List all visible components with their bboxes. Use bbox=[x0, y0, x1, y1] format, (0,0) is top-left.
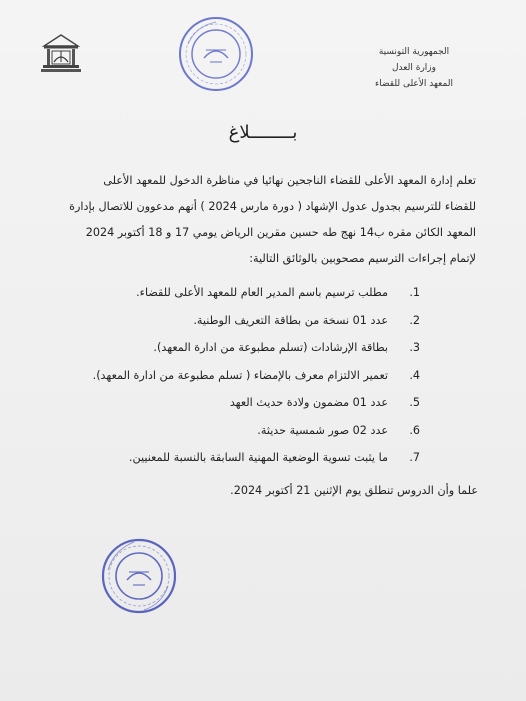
list-item-number: 3. bbox=[409, 341, 420, 354]
list-item bbox=[90, 396, 420, 424]
list-item-text: ما يثبت تسوية الوضعية المهنية السابقة بالنسبة للمعنيين. bbox=[128, 451, 388, 464]
list-item bbox=[90, 451, 420, 479]
list-item-number: 5. bbox=[409, 396, 420, 409]
list-item bbox=[90, 341, 420, 369]
letterhead-country: الجمهورية التونسية bbox=[378, 47, 450, 57]
page-title: بــــــــلاغ bbox=[228, 122, 298, 143]
list-item-number: 2. bbox=[409, 313, 420, 327]
list-item-text: عدد 01 مضمون ولادة حديث العهد bbox=[229, 396, 388, 409]
letterhead-ministry: وزارة العدل bbox=[392, 63, 436, 73]
intro-line: المعهد الكائن مقره ب14 نهج طه حسين مقرين الرياض يومي 17 و 18 أكتوبر 2024 bbox=[85, 226, 476, 239]
round-official-stamp-icon bbox=[176, 14, 256, 94]
list-item-number: 7. bbox=[409, 451, 420, 464]
list-item bbox=[90, 369, 420, 397]
list-item-text: عدد 02 صور شمسية حديثة. bbox=[257, 423, 388, 437]
list-item bbox=[90, 424, 420, 452]
intro-line: تعلم إدارة المعهد الأعلى للقضاء الناجحين نهائيا في مناظرة الدخول للمعهد الأعلى bbox=[103, 174, 476, 187]
list-item-text: مطلب ترسيم باسم المدير العام للمعهد الأعلى للقضاء. bbox=[136, 286, 388, 299]
required-documents-list bbox=[90, 286, 420, 479]
letterhead bbox=[344, 44, 484, 92]
list-item bbox=[90, 314, 420, 342]
round-official-stamp-icon bbox=[98, 536, 180, 616]
list-item-number: 1. bbox=[409, 286, 420, 299]
intro-line: لإتمام إجراءات الترسيم مصحوبين بالوثائق التالية: bbox=[249, 252, 476, 265]
intro-line: للقضاء للترسيم بجدول عدول الإشهاد ( دورة مارس 2024 ) أنهم مدعوون للاتصال بإدارة bbox=[69, 200, 476, 213]
list-item-text: تعمير الالتزام معرف بالإمضاء ( تسلم مطبوعة من ادارة المعهد). bbox=[92, 368, 388, 382]
list-item-number: 6. bbox=[409, 423, 420, 437]
ministry-emblem-icon bbox=[38, 32, 84, 76]
list-item-text: بطاقة الإرشادات (تسلم مطبوعة من ادارة المعهد). bbox=[153, 341, 388, 354]
letterhead-institute: المعهد الأعلى للقضاء bbox=[375, 79, 453, 89]
list-item-number: 4. bbox=[409, 368, 420, 382]
list-item-text: عدد 01 نسخة من بطاقة التعريف الوطنية. bbox=[193, 313, 388, 327]
closing-note: علما وأن الدروس تنطلق يوم الإثنين 21 أكتوبر 2024. bbox=[230, 484, 478, 497]
list-item bbox=[90, 286, 420, 314]
